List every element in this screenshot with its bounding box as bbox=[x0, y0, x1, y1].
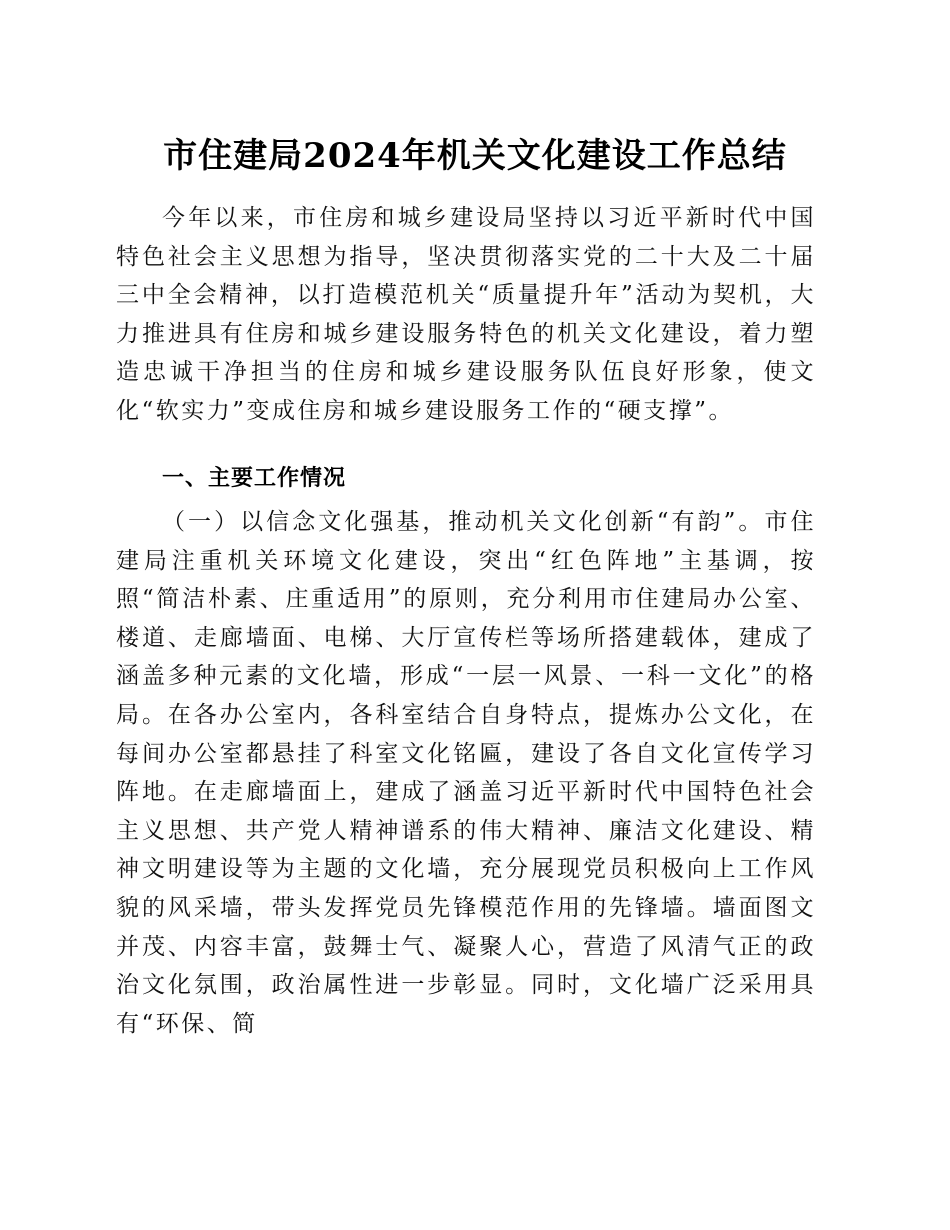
section-paragraph: （一）以信念文化强基，推动机关文化创新“有韵”。市住建局注重机关环境文化建设，突出“红色阵地”主基调，按照“简洁朴素、庄重适用”的原则，充分利用市住建局办公室、楼道、走廊墙面、电梯、大厅宣传栏等场所搭建载体，建成了涵盖多种元素的文化墙，形成“一层一风景、一科一文化”的格局。在各办公室内，各科室结合自身特点，提炼办公文化，在每间办公室都悬挂了科室文化铭匾，建设了各自文化宣传学习阵地。在走廊墙面上，建成了涵盖习近平新时代中国特色社会主义思想、共产党人精神谱系的伟大精神、廉洁文化建设、精神文明建设等为主题的文化墙，充分展现党员积极向上工作风貌的风采墙，带头发挥党员先锋模范作用的先锋墙。墙面图文并茂、内容丰富，鼓舞士气、凝聚人心，营造了风清气正的政治文化氛围，政治属性进一步彰显。同时，文化墙广泛采用具有“环保、简 bbox=[116, 509, 816, 1037]
section-heading: 一、主要工作情况 bbox=[162, 466, 347, 491]
intro-paragraph: 今年以来，市住房和城乡建设局坚持以习近平新时代中国特色社会主义思想为指导，坚决贯彻落实党的二十大及二十届三中全会精神，以打造模范机关“质量提升年”活动为契机，大力推进具有住房和城乡建设服务特色的机关文化建设，着力塑造忠诚干净担当的住房和城乡建设服务队伍良好形象，使文化“软实力”变成住房和城乡建设服务工作的“硬支撑”。 bbox=[116, 205, 816, 424]
document-title: 市住建局2024年机关文化建设工作总结 bbox=[163, 136, 787, 176]
